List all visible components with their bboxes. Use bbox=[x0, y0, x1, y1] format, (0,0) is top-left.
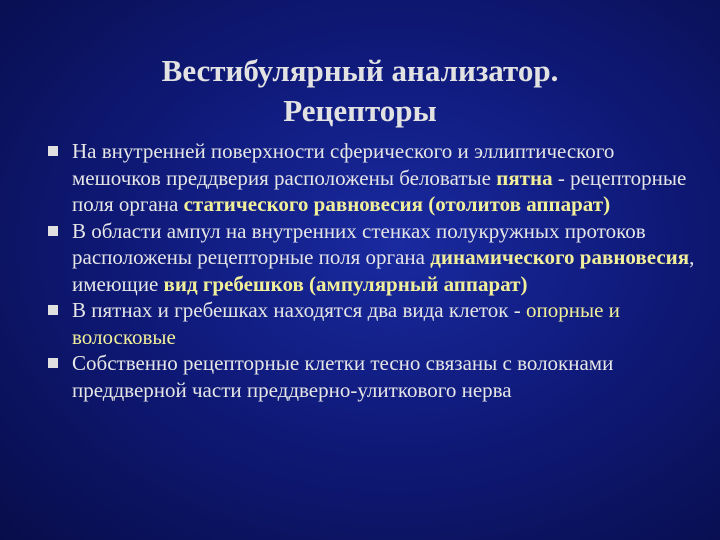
square-bullet-icon bbox=[48, 305, 58, 315]
bullet-item bbox=[48, 350, 698, 403]
bullet-text bbox=[72, 351, 613, 402]
bullet-text-part: В области ампул на внутренних стенках полукружных протоков расположены рецепторные поля органа bbox=[72, 218, 646, 269]
highlight-term: динамического равновесия bbox=[430, 245, 690, 269]
bullet-text bbox=[72, 139, 686, 216]
highlight-term: опорные и волосковые bbox=[72, 298, 620, 349]
bullet-text-part: - рецепторные поля органа bbox=[72, 165, 687, 216]
bullet-text-part: , имеющие bbox=[72, 245, 695, 296]
bullet-text bbox=[72, 298, 620, 349]
slide-title-line1: Вестибулярный анализатор. bbox=[161, 52, 559, 88]
bullet-text-part: На внутренней поверхности сферического и эллиптического мешочков преддверия расположены беловатые bbox=[72, 139, 615, 190]
bullet-list bbox=[48, 138, 698, 403]
bullet-item bbox=[48, 138, 698, 218]
bullet-item bbox=[48, 218, 698, 298]
square-bullet-icon bbox=[48, 226, 58, 236]
highlight-term: статического равновесия (отолитов аппарат) bbox=[183, 192, 611, 216]
square-bullet-icon bbox=[48, 146, 58, 156]
bullet-text bbox=[72, 219, 694, 296]
slide-title-line2: Рецепторы bbox=[283, 92, 437, 128]
bullet-text-part: В пятнах и гребешках находятся два вида клеток - bbox=[72, 298, 526, 322]
square-bullet-icon bbox=[48, 358, 58, 368]
bullet-item bbox=[48, 297, 698, 350]
bullet-text-part: Собственно рецепторные клетки тесно связаны с волокнами преддверной части преддверно-улиткового нерва bbox=[72, 351, 614, 402]
slide-title bbox=[0, 51, 720, 131]
highlight-term: вид гребешков (ампулярный аппарат) bbox=[163, 271, 528, 296]
highlight-term: пятна bbox=[496, 165, 553, 190]
